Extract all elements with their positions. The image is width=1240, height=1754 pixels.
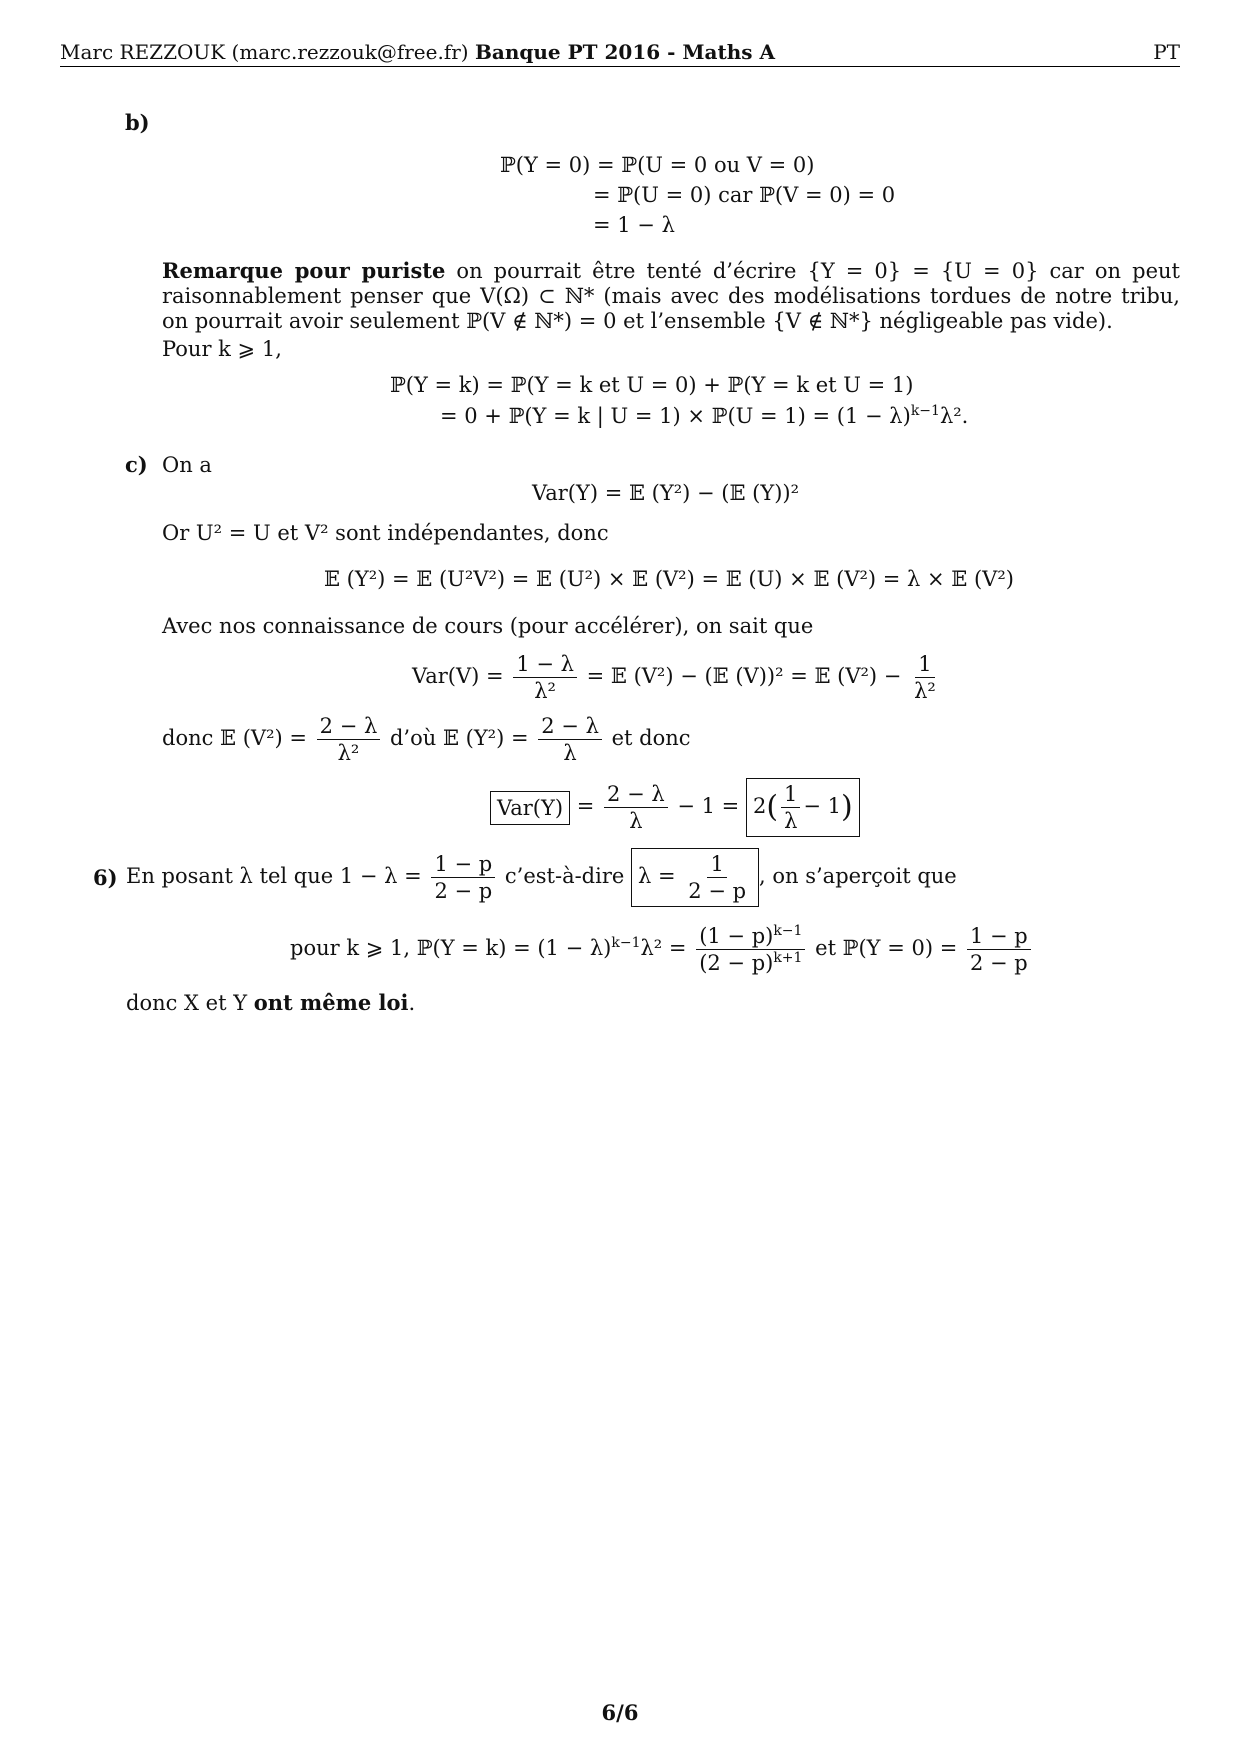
- final-box2-pre: 2: [752, 794, 767, 819]
- final-box2-denominator: λ: [784, 809, 798, 834]
- part6-text-c: , on s’aperçoit que: [759, 864, 957, 889]
- pour-denominator-base: (2 − p): [699, 951, 774, 976]
- final-denominator: λ: [629, 809, 643, 834]
- var-v-numerator: 1 − λ: [513, 652, 577, 678]
- eq2-line1: ℙ(Y = k) = ℙ(Y = k et U = 0) + ℙ(Y = k et U = 1): [390, 373, 914, 397]
- conclusion-bold: ont même loi: [253, 990, 409, 1015]
- expectation-equation: 𝔼 (Y²) = 𝔼 (U²V²) = 𝔼 (U²) × 𝔼 (V²) = 𝔼 (U) × 𝔼 (V²) = λ × 𝔼 (V²): [324, 567, 1014, 591]
- donc-denominator2: λ: [563, 741, 577, 766]
- donc-line: [162, 714, 691, 765]
- pour-part-a: pour k ⩾ 1, ℙ(Y = k) = (1 − λ): [290, 936, 612, 961]
- final-box-var-y: Var(Y): [490, 791, 570, 825]
- part6-line: [126, 848, 957, 907]
- part6-box-denominator: 2 − p: [688, 879, 747, 904]
- donc-denominator1: λ²: [337, 741, 360, 766]
- conclusion-c: .: [408, 991, 416, 1015]
- part6-denominator1: 2 − p: [434, 879, 493, 904]
- pour-numerator-base: (1 − p): [699, 924, 774, 948]
- label-b: b): [125, 110, 150, 135]
- pour-numerator-exp: k−1: [773, 923, 803, 939]
- eq2-exponent: k−1: [910, 403, 940, 419]
- final-numerator: 2 − λ: [604, 782, 668, 808]
- label-6: 6): [93, 865, 118, 890]
- part6-box-numerator: 1: [707, 852, 726, 878]
- final-box2-post: − 1: [803, 794, 842, 819]
- header-class: PT: [1153, 40, 1180, 64]
- eq-b-line3: = 1 − λ: [593, 213, 675, 237]
- avec-text: Avec nos connaissance de cours (pour accélérer), on sait que: [162, 614, 814, 638]
- pour-denominator-exp: k+1: [773, 950, 803, 967]
- donc-fraction1: [317, 714, 381, 765]
- donc-part-a: donc 𝔼 (V²) =: [162, 726, 307, 751]
- remark-paragraph: [162, 258, 1180, 334]
- var-v-numerator2: 1: [915, 652, 934, 678]
- header-author: Marc REZZOUK (marc.rezzouk@free.fr): [60, 40, 469, 64]
- pour-part-b: λ² =: [640, 936, 687, 961]
- pour-denominator: [696, 950, 805, 975]
- var-v-middle: = 𝔼 (V²) − (𝔼 (V))² = 𝔼 (V²) −: [586, 664, 902, 689]
- part6-numerator1: 1 − p: [431, 852, 495, 878]
- part6-box-lhs: λ =: [638, 864, 676, 889]
- final-minus: − 1 =: [677, 794, 740, 819]
- pour-exponent: k−1: [611, 935, 641, 952]
- var-v-denominator: λ²: [534, 679, 556, 704]
- eq-b-line1: ℙ(Y = 0) = ℙ(U = 0 ou V = 0): [500, 153, 815, 177]
- part6-lambda-box: [631, 848, 759, 907]
- conclusion-a: donc X et Y: [126, 991, 254, 1015]
- pour-fraction2: [967, 924, 1031, 975]
- page-header: [60, 38, 1180, 67]
- var-v-lhs: Var(V) =: [412, 664, 504, 689]
- final-box-result: 2( $\frac{1}{\lambda}$ − 1): [746, 778, 860, 837]
- var-v-denominator2: λ²: [914, 679, 936, 704]
- eq2-line2-main: = 0 + ℙ(Y = k | U = 1) × ℙ(U = 1) = (1 − λ): [440, 404, 911, 428]
- eq-b-line2: = ℙ(U = 0) car ℙ(V = 0) = 0: [593, 183, 896, 207]
- part6-box-fraction: [685, 852, 749, 903]
- pour-k-line: [290, 924, 1034, 975]
- var-v-fraction: [513, 652, 577, 703]
- on-a-text: On a: [162, 453, 212, 477]
- part6-text-b: c’est-à-dire: [504, 864, 625, 889]
- pour-numerator2: 1 − p: [967, 924, 1031, 950]
- conclusion-line: [126, 990, 415, 1016]
- final-fraction: [604, 782, 668, 833]
- final-box2-fraction: [781, 782, 800, 833]
- remark-title: Remarque pour puriste: [162, 258, 446, 283]
- pour-denominator2: 2 − p: [970, 951, 1028, 976]
- donc-fraction2: [538, 714, 602, 765]
- part6-fraction1: [431, 852, 495, 903]
- pour-k-text: Pour k ⩾ 1,: [162, 337, 282, 361]
- var-v-fraction2: [911, 652, 939, 703]
- part6-text-a: En posant λ tel que 1 − λ =: [126, 864, 422, 889]
- pour-fraction: [696, 924, 805, 975]
- donc-part-c: et donc: [611, 726, 691, 751]
- eq2-line2: [440, 403, 968, 429]
- pour-part-c: et ℙ(Y = 0) =: [815, 936, 958, 961]
- pour-numerator: [696, 924, 805, 950]
- remark-text: on pourrait être tenté d’écrire {Y = 0} = {U = 0} car on peut raisonnablement penser que V(Ω) ⊂ ℕ* (mais avec des modélisations tordues de notre tribu, on pourrait avoir seulement ℙ(V ∉ ℕ*) = 0 et l’ensemble {V ∉ ℕ*} négligeable pas vide).: [162, 259, 1180, 333]
- eq2-line2-end: λ².: [939, 404, 969, 428]
- donc-numerator1: 2 − λ: [317, 714, 381, 740]
- or-text: Or U² = U et V² sont indépendantes, donc: [162, 521, 609, 545]
- final-var-equation: [490, 778, 860, 837]
- donc-part-b: d’où 𝔼 (Y²) =: [389, 726, 529, 751]
- final-box2-numerator: 1: [781, 782, 800, 808]
- final-equals: =: [576, 794, 595, 819]
- donc-numerator2: 2 − λ: [538, 714, 602, 740]
- page-number: 6/6: [601, 1700, 639, 1725]
- var-y-equation: Var(Y) = 𝔼 (Y²) − (𝔼 (Y))²: [532, 481, 800, 505]
- header-title: Banque PT 2016 - Maths A: [475, 40, 776, 64]
- label-c: c): [125, 452, 148, 477]
- var-v-equation: [412, 652, 942, 703]
